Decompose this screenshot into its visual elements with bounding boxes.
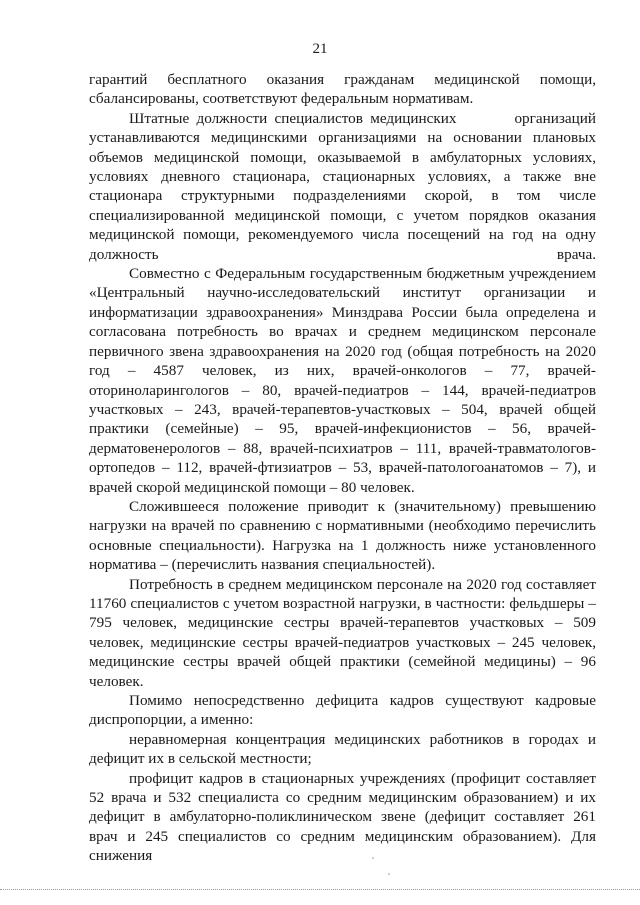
page-number: 21 [312,41,328,57]
scan-speck [372,857,374,859]
scan-edge-line [0,889,640,890]
paragraph-staff-positions [89,109,596,264]
paragraph-demand-doctors: Совместно с Федеральным государственным бюджетным учреждением «Центральный научно-исследовательский институт организации и информатизации здравоохранения» Минздрава России была определена и согласована потребность во врачах и среднем медицинском персонале первичного звена здравоохранения на 2020 год (общая потребность на 2020 год – 4587 человек, из них, врачей-онкологов – 77, врачей-оториноларингологов – 80, врачей-педиатров – 144, врачей-педиатров участковых – 243, врачей-терапевтов-участковых – 504, врачей общей практики (семейные) – 95, врачей-инфекционистов – 56, врачей-дерматовенерологов – 88, врачей-психиатров – 111, врачей-травматологов-ортопедов – 112, врачей-фтизиатров – 53, врачей-патологоанатомов – 7), и врачей скорой медицинской помощи – 80 человек. [89,265,596,496]
paragraph-demand-nurses: Потребность в среднем медицинском персонале на 2020 год составляет 11760 специалистов с учетом возрастной нагрузки, в частности: фельдшеры – 795 человек, медицинские сестры врачей-терапевтов участковых – 509 человек, медицинские сестры врачей-педиатров участковых – 245 человек, медицинские сестры врачей общей практики (семейной медицины) – 96 человек. [89,575,596,690]
paragraph-staff-positions-rest: организаций устанавливаются медицинскими организациями на основании плановых объемов медицинской помощи, оказываемой в амбулаторных условиях, условиях дневного стационара, стационарных условиях, а также вне стационара структурными подразделениями скорой, в том числе специализированной медицинской помощи, с учетом порядков оказания медицинской помощи, рекомендуемого числа посещений на год на одну должность врача. [89,109,596,263]
paragraph-workload: Сложившееся положение приводит к (значительному) превышению нагрузки на врачей по сравнению с нормативными (необходимо перечислить основные специальности). Нагрузка на 1 должность ниже установленного норматива – (перечислить названия специальностей). [89,497,596,574]
scan-speck [388,873,390,875]
paragraph-disproportions-intro: Помимо непосредственно дефицита кадров существуют кадровые диспропорции, а именно: [89,692,596,729]
document-body [89,70,596,866]
paragraph-inpatient-surplus: профицит кадров в стационарных учреждениях (профицит составляет 52 врача и 532 специалиста со средним медицинским образованием) и их дефицит в амбулаторно-поликлиническом звене (дефицит составляет 261 врач и 245 специалистов со средним медицинским образованием). Для снижения [89,769,596,865]
paragraph-urban-rural: неравномерная концентрация медицинских работников в городах и дефицит их в сельской местности; [89,730,596,768]
paragraph-staff-positions-start: Штатные должности специалистов медицинских [129,109,457,127]
paragraph-continuation: гарантий бесплатного оказания гражданам медицинской помощи, сбалансированы, соответствуют федеральным нормативам. [89,71,596,108]
